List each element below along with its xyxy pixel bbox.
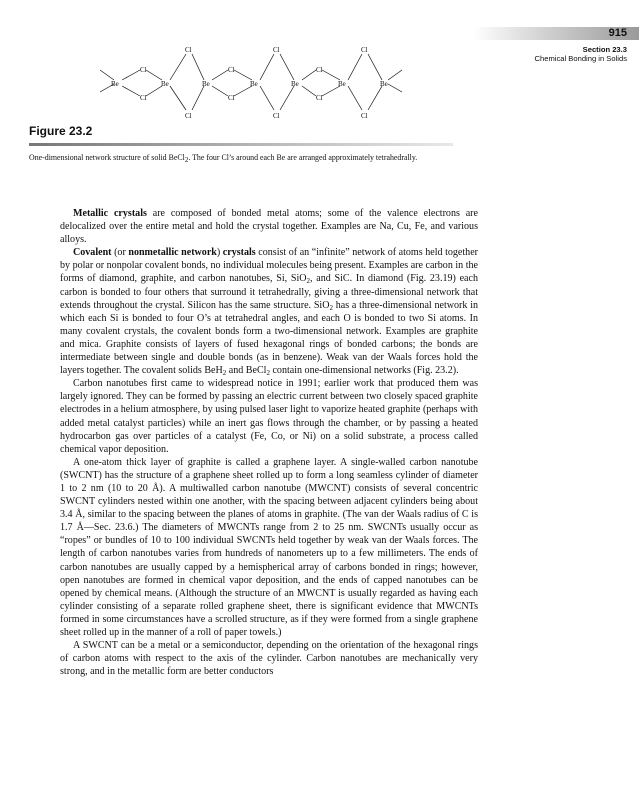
paragraph-swcnt-properties: A SWCNT can be a metal or a semiconductor, depending on the orientation of the hexagonal rings of carbon atoms with respect to the axis of the cylinder. Carbon nanotubes are mechanically very strong, and in the metallic form are better conductors	[60, 640, 478, 678]
p2-t3: consist of an “infinite” network of atoms held together by polar or nonpolar covalent bonds, no individual molecules being present. Examples are carbon in the forms of diamond, graphite, and carbon nanotubes, Si, SiO	[60, 247, 478, 285]
caption-sub: 2	[184, 156, 189, 164]
caption-text-1: One-dimensional network structure of solid BeCl	[29, 153, 185, 162]
section-title: Chemical Bonding in Solids	[534, 54, 627, 63]
cl-atom-11: Cl	[361, 46, 368, 54]
p1-text: are composed of bonded metal atoms; some of the valence electrons are delocalized over the entire metal and hold the crystal together. Examples are Na, Cu, Fe, and various alloys.	[60, 208, 478, 246]
term-metallic-crystals: Metallic crystals	[73, 208, 147, 219]
running-head	[535, 45, 627, 63]
cl-atom-9: Cl	[316, 66, 323, 74]
cl-atom-3: Cl	[185, 46, 192, 54]
term-crystals: crystals	[222, 247, 256, 259]
p2-t5: has a three-dimensional network in which each Si is bonded to four O’s at tetrahedral angles, and each O is bonded to two Si atoms. In many covalent crystals, the covalent bonds form a two-dimensional network. Examples are graphite and mica. Graphite consists of layers of fused hexagonal rings of bonded carbons; the bonds are intermediate between single and double bonds (as in benzene). Weak van der Waals forces hold the layers together. The covalent solids BeH	[60, 299, 479, 377]
p2-t7: contain one-dimensional networks (Fig. 23.2).	[269, 365, 459, 377]
paragraph-graphene-nanotubes: A one-atom thick layer of graphite is called a graphene layer. A single-walled carbon nanotube (SWCNT) has the structure of a graphene sheet rolled up to form a long seamless cylinder of diameter 1 to 2 nm (10 to 20 Å). A multiwalled carbon nanotube (MWCNT) consists of several concentric SWCNT cylinders nested within one another, with the spacing between adjacent cylinders being about 3.4 Å, similar to the spacing between the planes of atoms in graphite. (The van der Waals radius of C is 1.7 Å—Sec. 23.6.) The diameters of MWCNTs range from 2 to 25 nm. SWCNTs usually occur as “ropes” or bundles of 10 to 100 individual SWCNTs held together by weak van der Waals forces. The length of carbon nanotubes varies from hundreds of nanometers up to a few millimeters. The ends of carbon nanotubes are usually capped by a hemispherical array of carbons bonded in rings; however, open nanotubes are formed in chemical vapor deposition, and the ends of capped nanotubes can be opened by chemical means. (Although the structure of an MWCNT is usually regarded as having each cylinder consisting of a separate rolled graphene sheet, there is significant evidence that MWCNTs formed in some circumstances have a scrolled structure, as if they were formed from a single graphene sheet rolled up in the manner of a roll of paper towels.)	[60, 456, 478, 638]
cl-atom-7: Cl	[273, 46, 280, 54]
caption-text-2: . The four Cl’s around each Be are arranged approximately tetrahedrally.	[188, 153, 418, 162]
be-atom-1: Be	[111, 80, 119, 88]
body-text	[60, 207, 478, 678]
figure-rule	[29, 143, 453, 146]
be-atom-2: Be	[161, 80, 169, 88]
be-atom-3: Be	[202, 80, 210, 88]
p2-t4: , and SiC. In diamond (Fig. 23.19) each carbon is bonded to four others that surround it tetrahedrally, giving a three-dimensional network that extends throughout the crystal. Silicon has the same structure. SiO	[60, 273, 478, 311]
term-nonmetallic-network: nonmetallic network	[128, 247, 217, 259]
p2-t1: (or	[111, 247, 129, 259]
be-atom-6: Be	[338, 80, 346, 88]
p2-t2: )	[216, 247, 223, 259]
paragraph-covalent-crystals	[60, 246, 478, 377]
cl-atom-12: Cl	[361, 112, 368, 120]
be-atom-7: Be	[380, 80, 388, 88]
becl2-chain-diagram	[100, 40, 420, 122]
page-number: 915	[608, 27, 627, 39]
cl-atom-8: Cl	[273, 112, 280, 120]
paragraph-metallic-crystals	[60, 207, 478, 246]
p2-sub-5: 2	[222, 369, 227, 378]
figure-label: Figure 23.2	[29, 124, 93, 138]
section-number: Section 23.3	[582, 45, 627, 54]
cl-atom-4: Cl	[185, 112, 192, 120]
figure-caption	[29, 153, 459, 163]
p2-sub-6: 2	[266, 369, 270, 378]
paragraph-nanotube-formation: Carbon nanotubes first came to widespread notice in 1991; earlier work that produced them was largely ignored. They can be formed by passing an electric current between two closely spaced graphite electrodes in a helium atmosphere, by using pulsed laser light to vaporize heated graphite (perhaps with added metal catalyst particles) while an inert gas flows through the chamber, or by passing a heated hydrocarbon gas over particles of a catalyst (Fe, Co, or Ni) on a solid substrate, a process called chemical vapor deposition.	[60, 378, 478, 455]
term-covalent: Covalent	[73, 247, 112, 259]
p2-sub-3: 2	[306, 277, 311, 286]
cl-atom-10: Cl	[316, 94, 323, 102]
p2-t6: and BeCl	[226, 365, 267, 377]
cl-atom-5: Cl	[228, 66, 235, 74]
be-atom-5: Be	[291, 80, 299, 88]
be-atom-4: Be	[250, 80, 258, 88]
p2-sub-4: 2	[329, 303, 333, 312]
page-number-bar	[473, 27, 639, 40]
cl-atom-2: Cl	[140, 94, 147, 102]
cl-atom-1: Cl	[140, 66, 147, 74]
cl-atom-6: Cl	[228, 94, 235, 102]
